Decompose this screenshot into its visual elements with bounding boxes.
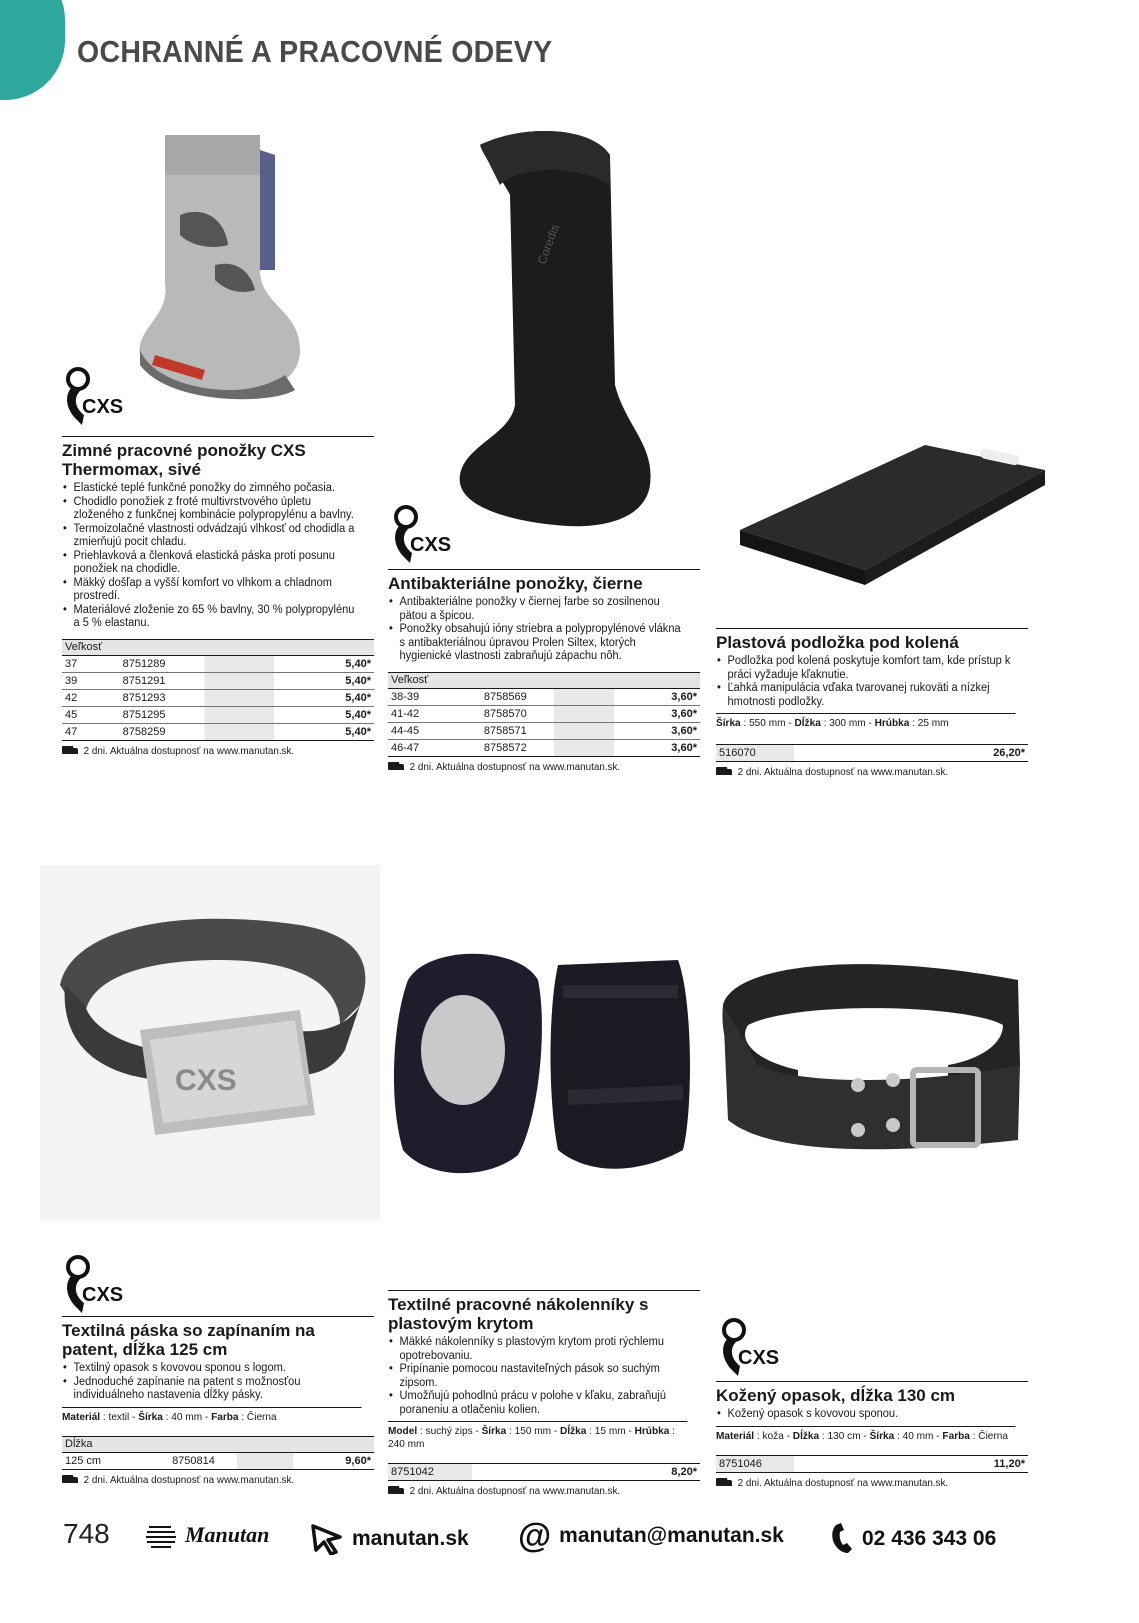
product-title: Zimné pracovné ponožky CXS Thermomax, sivé xyxy=(62,441,306,479)
product-image-leather-belt xyxy=(718,945,1028,1170)
availability-note xyxy=(62,1473,355,1487)
price-table xyxy=(388,672,700,757)
code-cell[interactable]: 8758571 xyxy=(481,722,614,739)
product-features xyxy=(62,482,374,631)
availability-text: 2 dni. Aktuálna dostupnosť na www.manutan.sk. xyxy=(409,760,621,773)
size-cell: 45 xyxy=(62,706,120,723)
email-text: manutan@manutan.sk xyxy=(559,1524,784,1547)
page-footer xyxy=(0,1510,1139,1570)
price-cell: 3,60* xyxy=(614,705,700,722)
code-cell[interactable]: 8751289 xyxy=(120,655,274,672)
spec-line: Šírka : 550 mm - Dĺžka : 300 mm - Hrúbka : 25 mm xyxy=(716,713,1016,730)
cxs-logo xyxy=(60,367,130,429)
feature-item: • Materiálové zloženie zo 65 % bavlny, 30 % polypropylénu a 5 % elastanu. xyxy=(62,604,362,631)
website-text: manutan.sk xyxy=(352,1527,469,1550)
code-cell[interactable]: 516070 xyxy=(716,745,794,762)
code-cell[interactable]: 8750814 xyxy=(169,1452,293,1469)
product-title: Textilná páska so zapínaním na patent, dĺžka 125 cm xyxy=(62,1321,315,1359)
price-cell: 11,20* xyxy=(794,1455,1028,1472)
feature-item: • Podložka pod kolená poskytuje komfort tam, kde prístup k práci vyžaduje kľaknutie. xyxy=(716,655,1016,682)
table-header: Veľkosť xyxy=(62,639,374,655)
availability-text: 2 dni. Aktuálna dostupnosť na www.manutan.sk. xyxy=(83,1473,295,1486)
price-table xyxy=(716,744,1028,762)
product-features xyxy=(716,655,1028,709)
feature-item: • Kožený opasok s kovovou sponou. xyxy=(716,1408,1016,1422)
price-cell: 5,40* xyxy=(274,672,374,689)
table-row xyxy=(716,1455,1028,1472)
size-cell: 46-47 xyxy=(388,739,481,756)
feature-item: • Textilný opasok s kovovou sponou s logom. xyxy=(62,1362,362,1376)
cursor-arrow-icon xyxy=(310,1523,344,1555)
availability-note xyxy=(388,1484,681,1498)
product-title: Textilné pracovné nákolenníky s plastovým krytom xyxy=(388,1295,649,1333)
feature-item: • Mäkké nákolenníky s plastovým krytom proti rýchlemu opotrebovaniu. xyxy=(388,1336,688,1363)
table-row xyxy=(62,1452,374,1469)
code-cell[interactable]: 8751295 xyxy=(120,706,274,723)
product-features xyxy=(388,1336,700,1417)
feature-item: • Elastické teplé funkčné ponožky do zimného počasia. xyxy=(62,482,362,496)
table-row xyxy=(388,688,700,705)
product-features xyxy=(62,1362,374,1403)
feature-item: • Pripínanie pomocou nastaviteľných pások so suchým zipsom. xyxy=(388,1363,688,1390)
truck-icon xyxy=(388,762,405,772)
price-cell: 5,40* xyxy=(274,655,374,672)
globe-icon xyxy=(145,1522,177,1548)
availability-text: 2 dni. Aktuálna dostupnosť na www.manutan.sk. xyxy=(409,1485,621,1497)
product-card-knee-mat xyxy=(716,628,1028,779)
product-card-leather-belt xyxy=(716,1381,1028,1490)
truck-icon xyxy=(388,1486,405,1496)
table-row xyxy=(62,655,374,672)
price-table xyxy=(716,1455,1028,1473)
table-header: Dĺžka xyxy=(62,1436,374,1452)
truck-icon xyxy=(716,767,733,777)
price-table xyxy=(388,1463,700,1481)
price-cell: 9,60* xyxy=(293,1452,374,1469)
price-cell: 3,60* xyxy=(614,739,700,756)
table-row xyxy=(388,739,700,756)
code-cell[interactable]: 8751291 xyxy=(120,672,274,689)
brand-name: Manutan xyxy=(185,1522,270,1547)
product-card-black-socks xyxy=(388,569,700,774)
size-cell: 41-42 xyxy=(388,705,481,722)
feature-item: • Termoizolačné vlastnosti odvádzajú vlhkosť od chodidla a zmierňujú pocit chladu. xyxy=(62,523,362,550)
product-features xyxy=(388,596,700,664)
code-cell[interactable]: 8758569 xyxy=(481,688,614,705)
price-cell: 5,40* xyxy=(274,723,374,740)
price-cell: 5,40* xyxy=(274,706,374,723)
size-cell: 47 xyxy=(62,723,120,740)
svg-text:Coredis: Coredis xyxy=(534,222,562,267)
svg-text:CXS: CXS xyxy=(82,396,124,418)
feature-item: • Ľahká manipulácia vďaka tvarovanej rukoväti a nízkej hmotnosti podložky. xyxy=(716,682,1016,709)
availability-note xyxy=(62,744,355,758)
feature-item: • Umožňujú pohodlnú prácu v polohe v kľaku, zabraňujú poraneniu a otlačeniu kolien. xyxy=(388,1390,688,1417)
product-title: Kožený opasok, dĺžka 130 cm xyxy=(716,1386,956,1405)
cxs-logo xyxy=(716,1318,786,1380)
availability-text: 2 dni. Aktuálna dostupnosť na www.manutan.sk. xyxy=(83,744,295,757)
feature-item: • Antibakteriálne ponožky v čiernej farbe so zosilnenou pätou a špicou. xyxy=(388,596,688,623)
product-title: Plastová podložka pod kolená xyxy=(716,633,959,652)
price-cell: 5,40* xyxy=(274,689,374,706)
code-cell[interactable]: 8758259 xyxy=(120,723,274,740)
table-row xyxy=(388,705,700,722)
svg-text:CXS: CXS xyxy=(738,1347,780,1369)
table-row xyxy=(62,672,374,689)
cxs-logo xyxy=(60,1255,130,1317)
price-cell: 3,60* xyxy=(614,688,700,705)
code-cell[interactable]: 8758570 xyxy=(481,705,614,722)
size-cell: 125 cm xyxy=(62,1452,169,1469)
availability-note xyxy=(716,765,1009,779)
cxs-logo xyxy=(388,505,458,567)
phone-text: 02 436 343 06 xyxy=(862,1527,997,1550)
price-cell: 26,20* xyxy=(794,745,1028,762)
size-cell: 38-39 xyxy=(388,688,481,705)
table-row xyxy=(716,745,1028,762)
product-card-knee-pads xyxy=(388,1290,700,1498)
product-image-gray-socks xyxy=(110,95,330,420)
price-table xyxy=(62,639,374,741)
code-cell[interactable]: 8751046 xyxy=(716,1455,794,1472)
svg-text:CXS: CXS xyxy=(82,1284,124,1306)
product-image-knee-mat xyxy=(735,430,1055,590)
email-link[interactable] xyxy=(518,1517,784,1555)
phone-icon xyxy=(830,1523,854,1555)
table-header: Veľkosť xyxy=(388,672,700,688)
corner-accent-tab xyxy=(0,0,65,100)
table-row xyxy=(62,723,374,740)
manutan-logo xyxy=(145,1522,269,1548)
product-image-textile-belt xyxy=(40,865,380,1220)
table-row xyxy=(388,722,700,739)
table-row xyxy=(62,689,374,706)
spec-line: Materiál : koža - Dĺžka : 130 cm - Šírka : 40 mm - Farba : Čierna xyxy=(716,1426,1016,1443)
svg-text:CXS: CXS xyxy=(410,534,452,556)
price-cell: 3,60* xyxy=(614,722,700,739)
price-cell: 8,20* xyxy=(472,1464,700,1481)
price-table xyxy=(62,1436,374,1470)
product-image-black-socks xyxy=(440,115,675,535)
table-row xyxy=(388,1464,700,1481)
product-card-textile-belt xyxy=(62,1316,374,1487)
page-number: 748 xyxy=(63,1518,110,1549)
size-cell: 39 xyxy=(62,672,120,689)
table-row xyxy=(62,706,374,723)
code-cell[interactable]: 8758572 xyxy=(481,739,614,756)
availability-text: 2 dni. Aktuálna dostupnosť na www.manutan.sk. xyxy=(737,1476,949,1489)
truck-icon xyxy=(716,1478,733,1488)
feature-item: • Jednoduché zapínanie na patent s možnosťou individuálneho nastavenia dĺžky pásky. xyxy=(62,1376,362,1403)
phone-link[interactable] xyxy=(830,1523,996,1555)
spec-line: Materiál : textil - Šírka : 40 mm - Farba : Čierna xyxy=(62,1407,362,1424)
availability-note xyxy=(388,760,681,774)
website-link[interactable] xyxy=(310,1523,469,1555)
at-sign-icon: @ xyxy=(518,1517,552,1555)
feature-item: • Mäkký došľap a vyšší komfort vo vlhkom a chladnom prostredí. xyxy=(62,577,362,604)
svg-text:CXS: CXS xyxy=(175,1064,237,1097)
availability-text: 2 dni. Aktuálna dostupnosť na www.manutan.sk. xyxy=(737,766,949,778)
product-features xyxy=(716,1408,1028,1422)
feature-item: • Chodidlo ponožiek z froté multivrstvového úpletu zloženého z funkčnej kombinácie polypropylénu a bavlny. xyxy=(62,496,362,523)
product-image-knee-pads xyxy=(388,940,703,1185)
feature-item: • Ponožky obsahujú ióny striebra a polypropylénové vlákna s antibakteriálnou úpravou Prolen Siltex, ktorých hygienické vlastnosti zabraňujú zápachu nôh. xyxy=(388,623,688,664)
page-title: OCHRANNÉ A PRACOVNÉ ODEVY xyxy=(77,34,553,69)
spec-line: Model : suchý zips - Šírka : 150 mm - Dĺžka : 15 mm - Hrúbka : 240 mm xyxy=(388,1421,688,1451)
truck-icon xyxy=(62,746,79,756)
size-cell: 37 xyxy=(62,655,120,672)
feature-item: • Priehlavková a členková elastická páska proti posunu ponožiek na chodidle. xyxy=(62,550,362,577)
truck-icon xyxy=(62,1475,79,1485)
availability-note xyxy=(716,1476,1009,1490)
product-card-gray-socks xyxy=(62,436,374,758)
code-cell[interactable]: 8751293 xyxy=(120,689,274,706)
product-title: Antibakteriálne ponožky, čierne xyxy=(388,574,643,593)
size-cell: 44-45 xyxy=(388,722,481,739)
size-cell: 42 xyxy=(62,689,120,706)
code-cell[interactable]: 8751042 xyxy=(388,1464,472,1481)
